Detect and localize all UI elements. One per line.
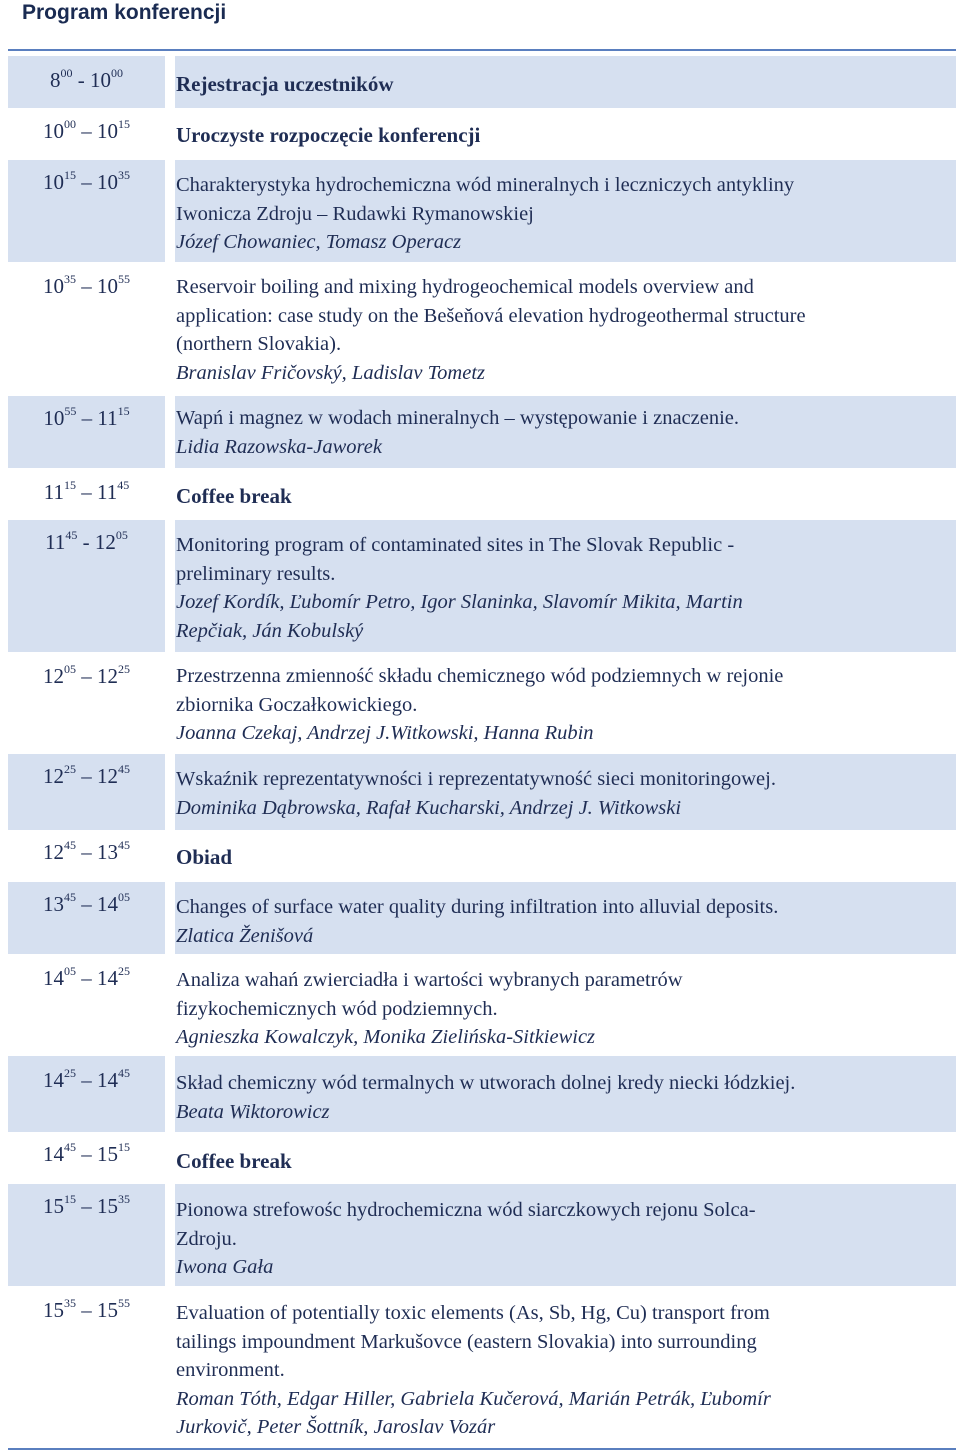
- talk-authors: Lidia Razowska-Jaworek: [176, 435, 382, 458]
- session-content: [176, 966, 952, 1052]
- start-hour: 12: [43, 764, 64, 788]
- end-hour: 12: [97, 664, 118, 688]
- end-minutes: 55: [118, 272, 130, 286]
- time-separator: –: [76, 840, 97, 864]
- session-heading: Coffee break: [176, 484, 292, 508]
- column-gap: [165, 468, 175, 520]
- end-minutes: 45: [118, 838, 130, 852]
- end-minutes: 15: [118, 1140, 130, 1154]
- column-gap: [165, 520, 175, 652]
- session-content: [176, 893, 952, 950]
- start-minutes: 45: [64, 838, 76, 852]
- start-hour: 14: [43, 1068, 64, 1092]
- end-hour: 10: [97, 119, 118, 143]
- time-separator: –: [76, 966, 97, 990]
- schedule-row: [8, 262, 956, 396]
- time-slot: [8, 1066, 165, 1094]
- schedule-row: [8, 830, 956, 882]
- talk-authors: Agnieszka Kowalczyk, Monika Zielińska-Sitkiewicz: [176, 1026, 596, 1048]
- time-separator: –: [76, 1194, 97, 1218]
- end-hour: 15: [97, 1298, 118, 1322]
- column-gap: [165, 56, 175, 108]
- talk-authors: Jurkovič, Peter Šottník, Jaroslav Vozár: [176, 1416, 496, 1438]
- time-separator: -: [77, 530, 95, 554]
- end-minutes: 45: [118, 762, 130, 776]
- schedule-row: [8, 468, 956, 520]
- session-content: [176, 843, 952, 872]
- time-slot: [8, 1296, 165, 1324]
- start-minutes: 00: [60, 66, 73, 80]
- talk-title-line: Wapń i magnez w wodach mineralnych – występowanie i znaczenie.: [176, 407, 740, 429]
- time-slot: [8, 66, 165, 94]
- time-slot: [8, 478, 165, 506]
- session-content: [176, 70, 952, 99]
- end-minutes: 15: [118, 117, 130, 131]
- session-content: [176, 1069, 952, 1126]
- column-gap: [165, 396, 175, 468]
- schedule-row: [8, 108, 956, 160]
- schedule-row: [8, 954, 956, 1056]
- time-slot: [8, 528, 165, 556]
- end-minutes: 05: [115, 528, 128, 542]
- time-slot: [8, 1192, 165, 1220]
- time-slot: [8, 838, 165, 866]
- time-separator: –: [76, 170, 97, 194]
- start-hour: 13: [43, 892, 64, 916]
- schedule-row: [8, 56, 956, 108]
- talk-title-line: Zdroju.: [176, 1227, 237, 1250]
- start-minutes: 15: [64, 168, 76, 182]
- column-gap: [165, 830, 175, 882]
- end-minutes: 55: [118, 1296, 130, 1310]
- table-top-rule: [8, 49, 956, 51]
- session-content: [176, 662, 952, 748]
- time-slot: [8, 272, 165, 300]
- time-slot: [8, 404, 165, 432]
- talk-authors: Józef Chowaniec, Tomasz Operacz: [176, 231, 462, 253]
- column-gap: [165, 1286, 175, 1446]
- column-gap: [165, 262, 175, 396]
- start-minutes: 45: [64, 1140, 76, 1154]
- talk-title-line: application: case study on the Bešeňová elevation hydrogeothermal structure: [176, 304, 806, 327]
- talk-title-line: preliminary results.: [176, 562, 336, 585]
- session-content: [176, 765, 952, 822]
- talk-authors: Joanna Czekaj, Andrzej J.Witkowski, Hanna Rubin: [176, 722, 594, 744]
- table-bottom-rule: [8, 1448, 956, 1450]
- time-slot: [8, 890, 165, 918]
- talk-authors: Beata Wiktorowicz: [176, 1100, 330, 1123]
- talk-title-line: Analiza wahań zwierciadła i wartości wybranych parametrów: [176, 969, 683, 991]
- time-separator: –: [76, 1068, 97, 1092]
- talk-authors: Repčiak, Ján Kobulský: [176, 619, 364, 642]
- time-separator: –: [76, 274, 97, 298]
- talk-title-line: (northern Slovakia).: [176, 333, 342, 355]
- end-minutes: 00: [111, 66, 123, 80]
- session-heading: Rejestracja uczestników: [176, 72, 394, 96]
- time-separator: -: [72, 68, 90, 92]
- start-minutes: 25: [64, 762, 76, 776]
- end-minutes: 05: [118, 890, 130, 904]
- talk-title-line: Changes of surface water quality during infiltration into alluvial deposits.: [176, 896, 779, 918]
- start-minutes: 15: [64, 478, 76, 492]
- start-hour: 11: [45, 530, 66, 554]
- schedule-row: [8, 396, 956, 468]
- column-gap: [165, 754, 175, 830]
- page-title: Program konferencji: [22, 1, 227, 24]
- talk-title-line: zbiornika Goczałkowickiego.: [176, 693, 418, 716]
- session-content: [176, 171, 952, 257]
- time-slot: [8, 1140, 165, 1168]
- end-hour: 11: [97, 406, 118, 430]
- schedule-row: [8, 1056, 956, 1132]
- talk-title-line: environment.: [176, 1359, 285, 1381]
- session-heading: Obiad: [176, 845, 233, 869]
- schedule-row: [8, 520, 956, 652]
- schedule-row: [8, 160, 956, 262]
- end-hour: 14: [97, 892, 118, 916]
- end-minutes: 25: [118, 964, 130, 978]
- session-content: [176, 404, 952, 461]
- schedule-row: [8, 754, 956, 830]
- session-content: [176, 1299, 952, 1442]
- time-separator: –: [76, 1142, 97, 1166]
- session-content: [176, 1196, 952, 1282]
- time-slot: [8, 762, 165, 790]
- talk-title-line: tailings impoundment Markušovce (eastern Slovakia) into surrounding: [176, 1330, 757, 1353]
- end-hour: 14: [97, 966, 118, 990]
- column-gap: [165, 882, 175, 954]
- start-hour: 10: [43, 170, 64, 194]
- start-hour: 8: [50, 68, 61, 92]
- schedule-row: [8, 1184, 956, 1286]
- start-hour: 14: [43, 1142, 64, 1166]
- session-content: [176, 482, 952, 511]
- schedule-row: [8, 1132, 956, 1184]
- time-slot: [8, 117, 165, 145]
- column-gap: [165, 1132, 175, 1184]
- session-heading: Uroczyste rozpoczęcie konferencji: [176, 123, 481, 147]
- start-hour: 12: [43, 840, 64, 864]
- time-slot: [8, 662, 165, 690]
- talk-title-line: Pionowa strefowośc hydrochemiczna wód siarczkowych rejonu Solca-: [176, 1199, 756, 1221]
- time-separator: –: [76, 1298, 97, 1322]
- talk-authors: Dominika Dąbrowska, Rafał Kucharski, Andrzej J. Witkowski: [176, 796, 682, 819]
- end-minutes: 35: [118, 168, 130, 182]
- schedule-row: [8, 1286, 956, 1446]
- talk-title-line: Reservoir boiling and mixing hydrogeochemical models overview and: [176, 276, 754, 298]
- time-separator: –: [76, 892, 97, 916]
- start-hour: 10: [43, 119, 64, 143]
- talk-title-line: Przestrzenna zmienność składu chemicznego wód podziemnych w rejonie: [176, 665, 784, 687]
- end-hour: 13: [97, 840, 118, 864]
- column-gap: [165, 954, 175, 1056]
- session-content: [176, 1147, 952, 1176]
- time-separator: –: [76, 664, 97, 688]
- talk-title-line: fizykochemicznych wód podziemnych.: [176, 997, 498, 1020]
- column-gap: [165, 108, 175, 160]
- time-separator: –: [76, 480, 97, 504]
- time-separator: –: [76, 406, 98, 430]
- talk-title-line: Wskaźnik reprezentatywności i reprezentatywność sieci monitoringowej.: [176, 768, 776, 790]
- end-minutes: 45: [118, 1066, 130, 1080]
- time-separator: –: [76, 119, 97, 143]
- start-minutes: 05: [64, 964, 76, 978]
- talk-title-line: Iwonicza Zdroju – Rudawki Rymanowskiej: [176, 202, 534, 225]
- end-hour: 10: [97, 274, 118, 298]
- time-separator: –: [76, 764, 97, 788]
- end-hour: 15: [97, 1142, 118, 1166]
- end-hour: 11: [97, 480, 118, 504]
- talk-title-line: Evaluation of potentially toxic elements (As, Sb, Hg, Cu) transport from: [176, 1302, 770, 1324]
- column-gap: [165, 652, 175, 754]
- start-hour: 12: [43, 664, 64, 688]
- start-minutes: 55: [64, 404, 77, 418]
- talk-title-line: Skład chemiczny wód termalnych w utworach dolnej kredy niecki łódzkiej.: [176, 1072, 796, 1094]
- talk-authors: Jozef Kordík, Ľubomír Petro, Igor Slaninka, Slavomír Mikita, Martin: [176, 591, 743, 613]
- schedule-row: [8, 652, 956, 754]
- start-hour: 10: [43, 274, 64, 298]
- start-minutes: 45: [65, 528, 78, 542]
- start-minutes: 15: [64, 1192, 76, 1206]
- column-gap: [165, 1056, 175, 1132]
- end-minutes: 15: [117, 404, 130, 418]
- talk-authors: Zlatica Ženišová: [176, 924, 314, 947]
- talk-title-line: Charakterystyka hydrochemiczna wód mineralnych i leczniczych antykliny: [176, 174, 795, 196]
- talk-title-line: Monitoring program of contaminated sites in The Slovak Republic -: [176, 534, 735, 556]
- start-minutes: 25: [64, 1066, 76, 1080]
- end-minutes: 25: [118, 662, 130, 676]
- end-hour: 12: [97, 764, 118, 788]
- talk-authors: Roman Tóth, Edgar Hiller, Gabriela Kučerová, Marián Petrák, Ľubomír: [176, 1387, 771, 1410]
- start-minutes: 35: [64, 272, 76, 286]
- end-hour: 12: [94, 530, 116, 554]
- end-hour: 15: [97, 1194, 118, 1218]
- session-content: [176, 121, 952, 150]
- start-minutes: 05: [64, 662, 76, 676]
- start-hour: 10: [43, 406, 65, 430]
- end-hour: 14: [97, 1068, 118, 1092]
- start-minutes: 45: [64, 890, 76, 904]
- column-gap: [165, 1184, 175, 1286]
- schedule-row: [8, 882, 956, 954]
- start-hour: 11: [43, 480, 64, 504]
- end-hour: 10: [97, 170, 118, 194]
- session-content: [176, 273, 952, 387]
- talk-authors: Branislav Fričovský, Ladislav Tometz: [176, 361, 486, 384]
- column-gap: [165, 160, 175, 262]
- end-minutes: 45: [117, 478, 130, 492]
- session-heading: Coffee break: [176, 1149, 292, 1173]
- start-minutes: 00: [64, 117, 76, 131]
- start-hour: 15: [43, 1194, 64, 1218]
- end-hour: 10: [90, 68, 111, 92]
- time-slot: [8, 168, 165, 196]
- end-minutes: 35: [118, 1192, 130, 1206]
- start-hour: 15: [43, 1298, 64, 1322]
- start-hour: 14: [43, 966, 64, 990]
- talk-authors: Iwona Gała: [176, 1256, 274, 1278]
- time-slot: [8, 964, 165, 992]
- session-content: [176, 531, 952, 645]
- start-minutes: 35: [64, 1296, 76, 1310]
